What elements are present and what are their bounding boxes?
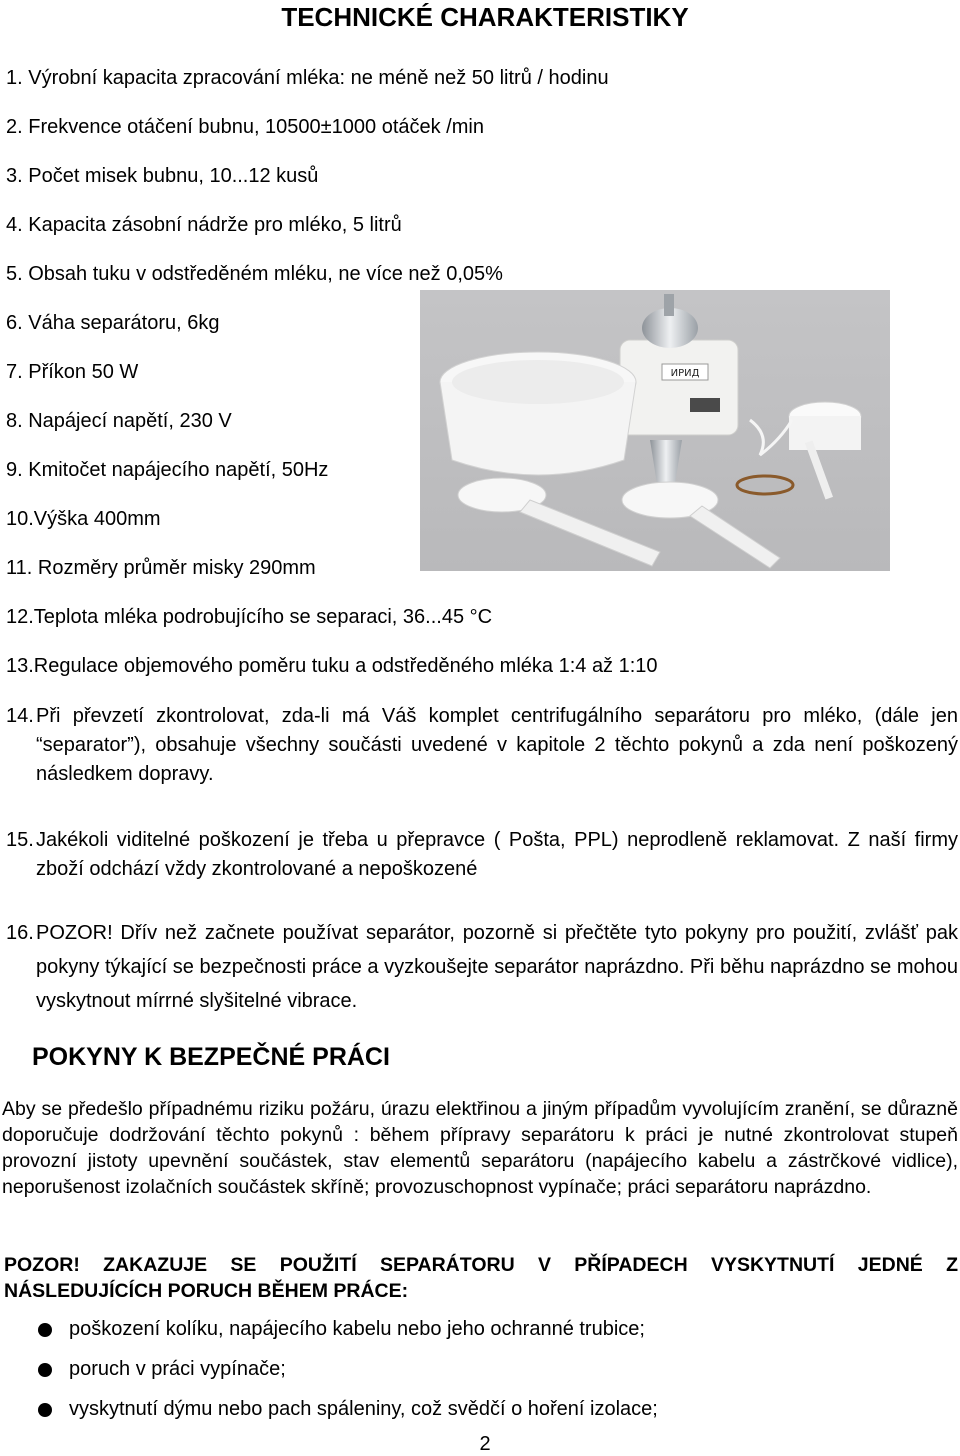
instruction-number: 14. [6,705,34,727]
separator-photo-graphic [420,290,890,571]
bullet-text: poruch v práci vypínače; [69,1358,286,1380]
list-item [38,1358,286,1381]
instruction-text: POZOR! Dřív než začnete používat separátor, pozorně si přečtěte tyto pokyny pro použití, zvlášť pak pokyny týkající se bezpečnosti práce a vyzkoušejte separátor naprázdno. Při běhu naprázdno se mohou vyskytnout mírrné slyšitelné vibrace. [36,922,958,1012]
bullet-icon [38,1363,52,1377]
bullet-icon [38,1323,52,1337]
page-number: 2 [479,1433,491,1455]
spec-item: 8. Napájecí napětí, 230 V [6,410,232,432]
bullet-text: vyskytnutí dýmu nebo pach spáleniny, což svědčí o hoření izolace; [69,1398,658,1420]
bullet-text: poškození kolíku, napájecího kabelu nebo jeho ochranné trubice; [69,1318,645,1340]
instruction-14 [6,702,958,789]
spec-item: 12.Teplota mléka podrobujícího se separaci, 36...45 °C [6,606,493,628]
spec-item: 2. Frekvence otáčení bubnu, 10500±1000 otáček /min [6,116,484,138]
safety-intro: Aby se předešlo případnému riziku požáru, úrazu elektřinou a jiným případům vyvolujícím zranění, se důrazně doporučuje dodržování těchto pokynů : během přípravy separátoru k práci je nutné zkontrolovat stupeň provozní jistoty upevnění součástek, stav elementů separátoru (napájecího kabelu a zástrčkové vidlice), neporušenost izolačních součástek skříně; provozuschopnost vypínače; práci separátoru naprázdno. [2,1098,958,1198]
spec-item: 11. Rozměry průměr misky 290mm [6,557,316,579]
bullet-icon [38,1403,52,1417]
list-item [38,1318,645,1341]
instruction-number: 15. [6,829,34,851]
spec-item: 1. Výrobní kapacita zpracování mléka: ne méně než 50 litrů / hodinu [6,67,609,89]
spec-item: 13.Regulace objemového poměru tuku a odstředěného mléka 1:4 až 1:10 [6,655,658,677]
instruction-15 [6,826,958,884]
spec-item: 9. Kmitočet napájecího napětí, 50Hz [6,459,329,481]
spec-item: 10.Výška 400mm [6,508,161,530]
separator-photo [420,290,890,571]
safety-heading: POKYNY K BEZPEČNÉ PRÁCI [32,1043,390,1071]
page-title: TECHNICKÉ CHARAKTERISTIKY [281,2,689,32]
spec-item: 3. Počet misek bubnu, 10...12 kusů [6,165,319,187]
instruction-text: Jakékoli viditelné poškození je třeba u přepravce ( Pošta, PPL) neprodleně reklamovat. Z naší firmy zboží odchází vždy zkontrolované a nepoškozené [36,829,958,880]
spec-item: 4. Kapacita zásobní nádrže pro mléko, 5 litrů [6,214,402,236]
instruction-16 [6,916,958,1018]
photo-label: ИРИД [670,368,700,379]
instruction-text: Při převzetí zkontrolovat, zda-li má Váš komplet centrifugálního separátoru pro mléko, (dále jen “separator”), obsahuje všechny součásti uvedené v kapitole 2 těchto pokynů a zda není poškozený následkem dopravy. [36,705,958,785]
spec-item: 5. Obsah tuku v odstředěném mléku, ne více než 0,05% [6,263,503,285]
spec-item: 7. Příkon 50 W [6,361,139,383]
spec-item: 6. Váha separátoru, 6kg [6,312,220,334]
warning-text: POZOR! ZAKAZUJE SE POUŽITÍ SEPARÁTORU V PŘÍPADECH VYSKYTNUTÍ JEDNÉ Z NÁSLEDUJÍCÍCH PORUCH BĚHEM PRÁCE: [4,1254,958,1302]
instruction-number: 16. [6,922,34,944]
list-item [38,1398,658,1421]
